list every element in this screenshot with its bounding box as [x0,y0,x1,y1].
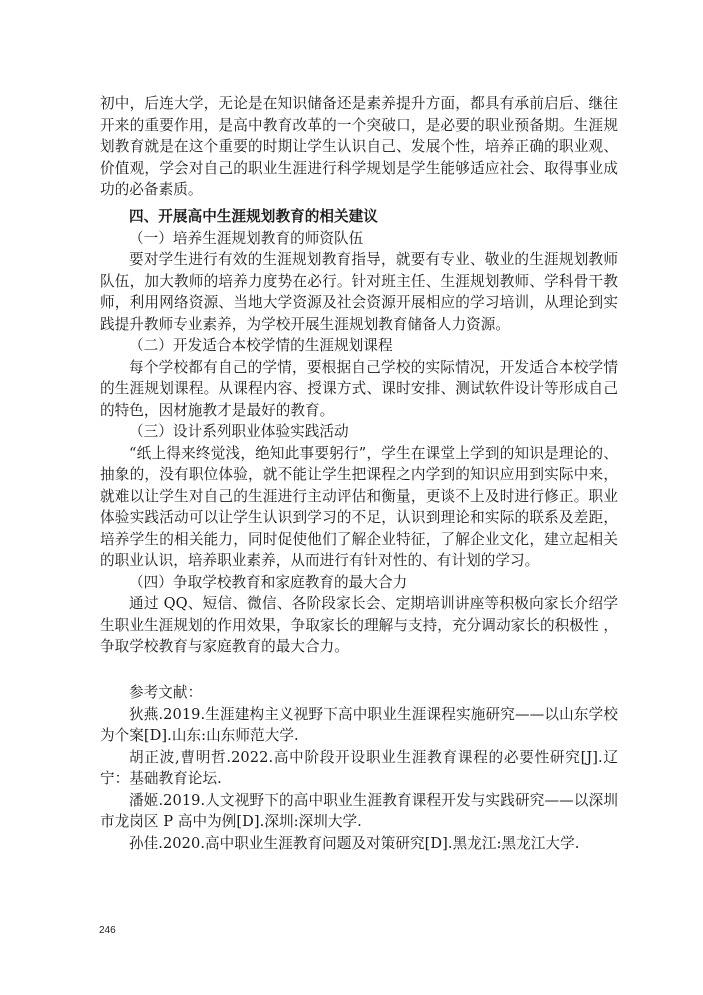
subsection-title-2: （二）开发适合本校学情的生涯规划课程 [129,337,393,354]
subsection-paragraph-3: “纸上得来终觉浅，绝知此事要躬行”，学生在课堂上学到的知识是理论的、抽象的，没有职位体验，就不能让学生把课程之内学到的知识应用到实际中来，就难以让学生对自己的生涯进行主动评估和衡量，更谈不上及时进行修正。职业体验实践活动可以让学生认识到学习的不足，认识到理论和实际的联系及差距，培养学生的相关能力，同时促使他们了解企业特征，了解企业文化，建立起相关的职业认识，培养职业素养，从而进行有针对性的、有计划的学习。 [100,444,618,569]
intro-paragraph: 初中，后连大学，无论是在知识储备还是素养提升方面，都具有承前启后、继往开来的重要作用，是高中教育改革的一个突破口，是必要的职业预备期。生涯规划教育就是在这个重要的时期让学生认识自己、发展个性，培养正确的职业观、价值观，学会对自己的职业生涯进行科学规划是学生能够适应社会、取得事业成功的必备素质。 [100,95,618,198]
page-content [100,93,618,854]
page-number: 246 [99,925,116,936]
reference-item: 狄燕.2019.生涯建构主义视野下高中职业生涯课程实施研究——以山东学校为个案[D].山东:山东师范大学. [100,705,618,744]
subsection-paragraph-1: 要对学生进行有效的生涯规划教育指导，就要有专业、敬业的生涯规划教师队伍，加大教师的培养力度势在必行。针对班主任、生涯规划教师、学科骨干教师，利用网络资源、当地大学资源及社会资源开展相应的学习培训，从理论到实践提升教师专业素养，为学校开展生涯规划教育储备人力资源。 [100,251,618,333]
reference-item: 胡正波,曹明哲.2022.高中阶段开设职业生涯教育课程的必要性研究[J].辽宁：基础教育论坛. [100,748,618,787]
reference-item: 潘姬.2019.人文视野下的高中职业生涯教育课程开发与实践研究——以深圳市龙岗区 P 高中为例[D].深圳:深圳大学. [100,791,618,830]
subsection-title-4: （四）争取学校教育和家庭教育的最大合力 [129,573,408,591]
subsection-paragraph-4: 通过 QQ、短信、微信、各阶段家长会、定期培训讲座等积极向家长介绍学生职业生涯规划的作用效果，争取家长的理解与支持，充分调动家长的积极性 ，争取学校教育与家庭教育的最大合力。 [100,595,618,655]
section-spacer [100,658,618,680]
subsection-paragraph-2: 每个学校都有自己的学情，要根据自己学校的实际情况，开发适合本校学情的生涯规划课程。从课程内容、授课方式、课时安排、测试软件设计等形成自己的特色，因材施教才是最好的教育。 [100,358,618,419]
subsection-title-3: （三）设计系列职业体验实践活动 [129,423,349,440]
references-title: 参考文献： [129,684,203,701]
subsection-title-1: （一）培养生涯规划教育的师资队伍 [129,229,364,247]
reference-item: 孙佳.2020.高中职业生涯教育问题及对策研究[D].黑龙江:黑龙江大学. [129,834,580,852]
section-heading: 四、开展高中生涯规划教育的相关建议 [129,207,378,225]
